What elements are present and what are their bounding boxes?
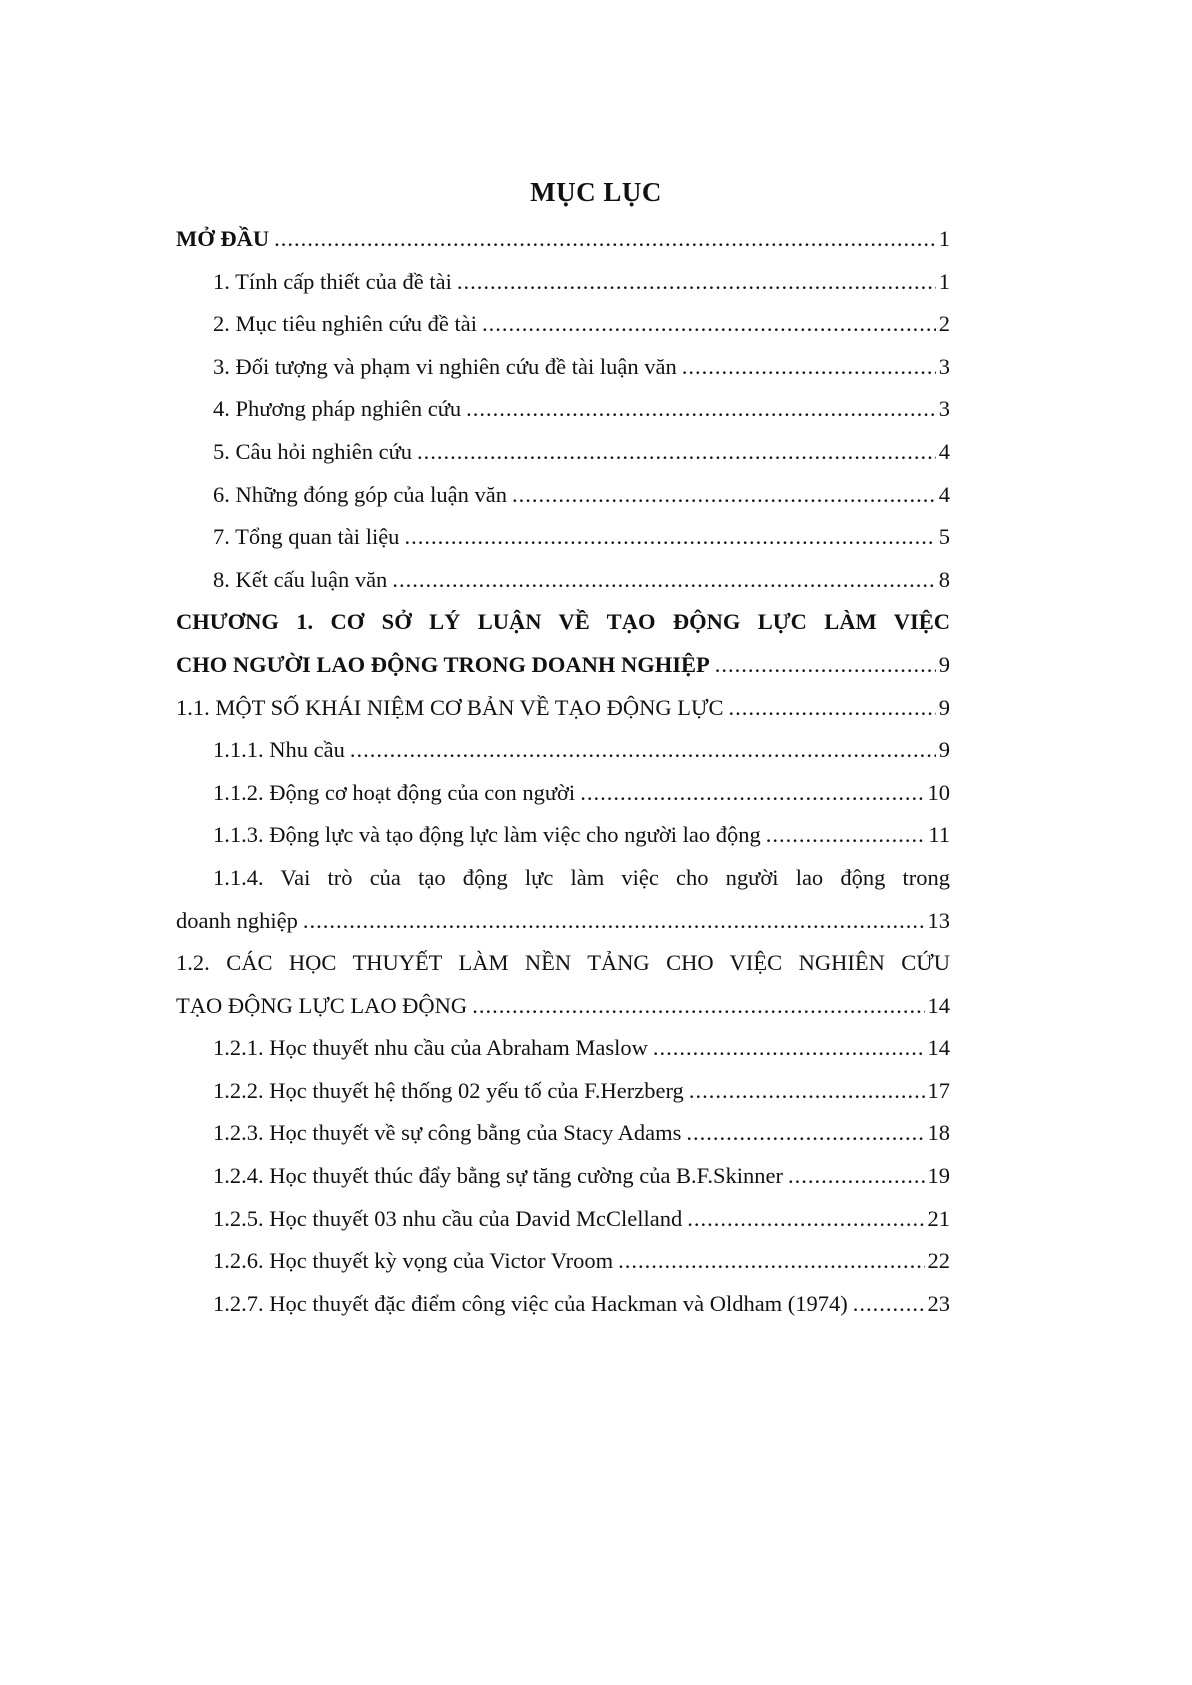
toc-entry-text: 1.2.2. Học thuyết hệ thống 02 yếu tố của F.Herzberg — [213, 1077, 684, 1103]
dot-leader — [512, 474, 936, 517]
toc-entry-text: 1.2.1. Học thuyết nhu cầu của Abraham Maslow — [213, 1035, 648, 1061]
toc-entry-text: 1.1.1. Nhu cầu — [213, 737, 345, 763]
dot-leader — [728, 687, 935, 730]
dot-leader — [766, 814, 926, 857]
toc-page-number: 10 — [927, 779, 950, 805]
toc-entry-3[interactable] — [176, 346, 950, 389]
toc-entry-line — [176, 601, 950, 644]
toc-entry-line — [176, 644, 950, 687]
toc-entry-6[interactable] — [176, 474, 950, 517]
dot-leader — [417, 431, 936, 474]
toc-page-number: 4 — [938, 438, 950, 464]
dot-leader — [686, 1112, 924, 1155]
toc-page-number: 1 — [938, 226, 950, 251]
toc-entry-1-2-2[interactable] — [176, 1070, 950, 1113]
toc-page-number: 3 — [938, 353, 950, 379]
dot-leader — [715, 644, 936, 687]
toc-entry-1-2-7[interactable] — [176, 1283, 950, 1326]
toc-page-number: 3 — [938, 396, 950, 422]
toc-entry-text: TẠO ĐỘNG LỰC LAO ĐỘNG — [176, 992, 468, 1018]
toc-entry-text: CHO NGƯỜI LAO ĐỘNG TRONG DOANH NGHIỆP — [176, 651, 710, 677]
toc-page-number: 13 — [927, 907, 950, 933]
dot-leader — [788, 1155, 924, 1198]
toc-page-number: 14 — [927, 992, 950, 1018]
toc-entry-text: 1. Tính cấp thiết của đề tài — [213, 268, 452, 294]
dot-leader — [404, 516, 935, 559]
dot-leader — [682, 346, 936, 389]
toc-page-number: 23 — [927, 1290, 950, 1316]
toc-entry-8[interactable] — [176, 559, 950, 602]
toc-entry-1-2-4[interactable] — [176, 1155, 950, 1198]
dot-leader — [466, 388, 936, 431]
table-of-contents — [176, 218, 950, 1325]
dot-leader — [853, 1283, 925, 1326]
toc-entry-5[interactable] — [176, 431, 950, 474]
toc-entry-1-2-3[interactable] — [176, 1112, 950, 1155]
toc-entry-1-2[interactable] — [176, 942, 950, 1027]
toc-entry-text: MỞ ĐẦU — [176, 226, 270, 251]
toc-page-number: 17 — [927, 1077, 950, 1103]
dot-leader — [482, 303, 936, 346]
toc-page-number: 1 — [938, 268, 950, 294]
dot-leader — [350, 729, 936, 772]
toc-entry-7[interactable] — [176, 516, 950, 559]
dot-leader — [274, 218, 936, 261]
toc-entry-2[interactable] — [176, 303, 950, 346]
toc-entry-mo-dau[interactable] — [176, 218, 950, 261]
toc-entry-line — [176, 985, 950, 1028]
toc-entry-text: 7. Tổng quan tài liệu — [213, 524, 400, 550]
toc-entry-text: 1.2.6. Học thuyết kỳ vọng của Victor Vroom — [213, 1248, 614, 1274]
toc-entry-4[interactable] — [176, 388, 950, 431]
toc-entry-text: 1.2.7. Học thuyết đặc điểm công việc của Hackman và Oldham (1974) — [213, 1290, 848, 1316]
toc-page-number: 11 — [928, 822, 950, 848]
toc-page-number: 9 — [938, 737, 950, 763]
toc-entry-text: 6. Những đóng góp của luận văn — [213, 481, 508, 507]
toc-entry-1[interactable] — [176, 261, 950, 304]
toc-page-number: 22 — [927, 1248, 950, 1274]
toc-entry-text: 1.1.3. Động lực và tạo động lực làm việc cho người lao động — [213, 822, 761, 848]
toc-page-number: 19 — [927, 1163, 950, 1189]
toc-entry-line — [176, 900, 950, 943]
toc-entry-text: doanh nghiệp — [176, 907, 298, 933]
toc-page-number: 8 — [938, 566, 950, 592]
toc-entry-text: 3. Đối tượng và phạm vi nghiên cứu đề tài luận văn — [213, 353, 677, 379]
toc-page-number: 18 — [927, 1120, 950, 1146]
toc-page-number: 14 — [927, 1035, 950, 1061]
toc-entry-1-1-4[interactable] — [176, 857, 950, 942]
toc-entry-chapter-1[interactable] — [176, 601, 950, 686]
toc-entry-text: 1.2. CÁC HỌC THUYẾT LÀM NỀN TẢNG CHO VIỆC NGHIÊN CỨU — [176, 950, 950, 976]
toc-entry-text: 1.2.4. Học thuyết thúc đẩy bằng sự tăng cường của B.F.Skinner — [213, 1163, 784, 1189]
toc-page-number: 2 — [938, 311, 950, 337]
toc-entry-1-1[interactable] — [176, 687, 950, 730]
dot-leader — [689, 1070, 925, 1113]
toc-page-number: 9 — [938, 694, 950, 720]
toc-entry-1-1-1[interactable] — [176, 729, 950, 772]
toc-page-number: 9 — [938, 651, 950, 677]
dot-leader — [457, 261, 936, 304]
toc-entry-text: CHƯƠNG 1. CƠ SỞ LÝ LUẬN VỀ TẠO ĐỘNG LỰC LÀM VIỆC — [176, 609, 950, 635]
toc-page-number: 5 — [938, 524, 950, 550]
page-title: MỤC LỤC — [530, 177, 662, 207]
dot-leader — [618, 1240, 924, 1283]
toc-entry-text: 1.1.2. Động cơ hoạt động của con người — [213, 779, 576, 805]
toc-entry-text: 8. Kết cấu luận văn — [213, 566, 388, 592]
toc-entry-1-1-3[interactable] — [176, 814, 950, 857]
toc-entry-text: 5. Câu hỏi nghiên cứu — [213, 438, 413, 464]
dot-leader — [303, 900, 925, 943]
dot-leader — [472, 985, 924, 1028]
dot-leader — [580, 772, 924, 815]
toc-entry-line — [176, 942, 950, 985]
dot-leader — [392, 559, 935, 602]
toc-page-number: 21 — [927, 1205, 950, 1231]
toc-entry-text: 2. Mục tiêu nghiên cứu đề tài — [213, 311, 478, 337]
toc-entry-text: 1.2.3. Học thuyết về sự công bằng của Stacy Adams — [213, 1120, 682, 1146]
toc-entry-1-2-1[interactable] — [176, 1027, 950, 1070]
toc-entry-text: 1.1.4. Vai trò của tạo động lực làm việc cho người lao động trong — [213, 864, 950, 890]
dot-leader — [653, 1027, 925, 1070]
toc-entry-1-1-2[interactable] — [176, 772, 950, 815]
toc-entry-1-2-6[interactable] — [176, 1240, 950, 1283]
toc-entry-text: 1.2.5. Học thuyết 03 nhu cầu của David McClelland — [213, 1205, 683, 1231]
toc-entry-1-2-5[interactable] — [176, 1198, 950, 1241]
toc-entry-text: 1.1. MỘT SỐ KHÁI NIỆM CƠ BẢN VỀ TẠO ĐỘNG LỰC — [176, 694, 724, 720]
toc-page-number: 4 — [938, 481, 950, 507]
dot-leader — [687, 1198, 924, 1241]
toc-entry-line — [176, 857, 950, 900]
toc-entry-text: 4. Phương pháp nghiên cứu — [213, 396, 462, 422]
